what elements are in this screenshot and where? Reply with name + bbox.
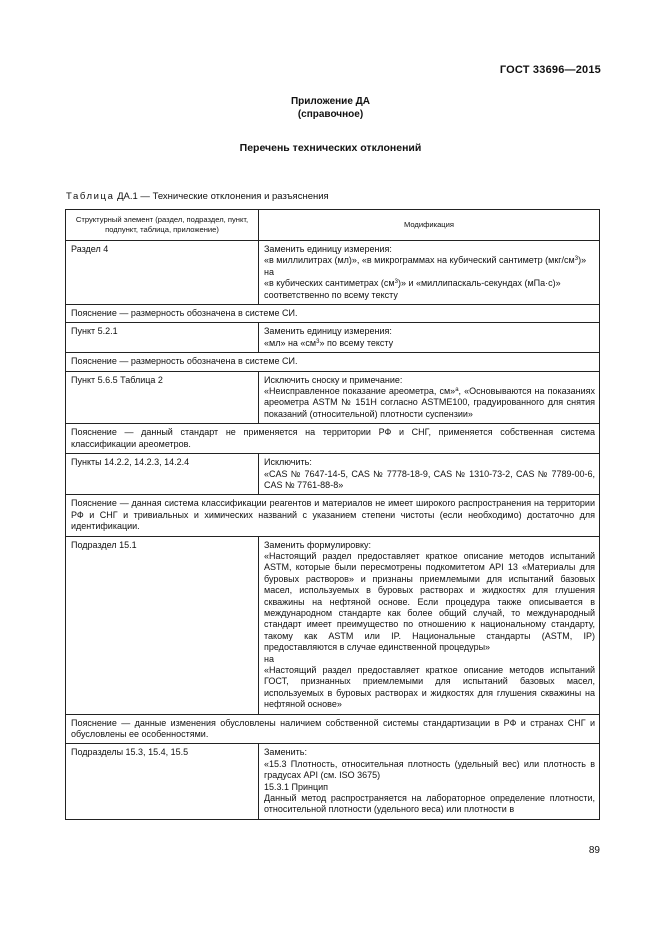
modification-line	[264, 255, 595, 266]
modification-line	[264, 338, 595, 349]
deviations-table	[65, 209, 600, 820]
explanation-cell: Пояснение — размерность обозначена в системе СИ.	[66, 305, 600, 323]
text-span: , «Основываются на показаниях ареометра ASTM № 151H согласно ASTME100, градуированного для снятия показаний (относительной) плотности суспензии»	[264, 386, 595, 419]
table-row	[66, 371, 600, 424]
text-span: «в миллилитрах (мл)», «в микрограммах на кубический сантиметр (мкг/см	[264, 255, 575, 266]
page-number: 89	[588, 845, 600, 856]
header-structural-element: Структурный элемент (раздел, подраздел, пункт, подпункт, таблица, приложение)	[66, 210, 259, 241]
modification-line: «15.3 Плотность, относительная плотность (удельный вес) или плотность в градусах API (см. ISO 3675)	[264, 758, 595, 781]
modification-cell	[259, 323, 600, 353]
annex-title: Приложение ДА	[290, 96, 371, 107]
table-row	[66, 323, 600, 353]
explanation-cell: Пояснение — данный стандарт не применяется на территории РФ и СНГ, применяется собственная система классификации ареометров.	[66, 424, 600, 454]
explanation-cell: Пояснение — размерность обозначена в системе СИ.	[66, 353, 600, 371]
modification-cell	[259, 536, 600, 714]
table-caption	[66, 191, 329, 202]
element-cell: Пункт 5.2.1	[66, 323, 259, 353]
modification-line	[264, 386, 595, 420]
modification-line: Исключить сноску и примечание:	[264, 374, 403, 385]
explanation-row	[66, 495, 600, 536]
explanation-cell: Пояснение — данные изменения обусловлены наличием собственной системы стандартизации в РФ и странах СНГ и обусловлены ее особенностями.	[66, 714, 600, 744]
modification-line: Исключить:	[264, 457, 312, 468]
text-span: «мл» на «см	[264, 337, 317, 348]
table-row	[66, 744, 600, 819]
superscript: 3	[316, 338, 320, 345]
modification-cell	[259, 371, 600, 424]
text-span: » по всему тексту	[319, 337, 394, 348]
modification-line: Заменить формулировку:	[264, 539, 372, 550]
text-span: «в кубических сантиметрах (см	[264, 278, 395, 289]
table-caption-text: ДА.1 — Технические отклонения и разъяснения	[114, 191, 329, 202]
modification-line: Данный метод распространяется на лабораторное определение плотности, относительной плотности (удельного веса) или плотности в	[264, 793, 595, 815]
explanation-row	[66, 714, 600, 744]
element-cell: Подраздел 15.1	[66, 536, 259, 714]
element-cell: Пункты 14.2.2, 14.2.3, 14.2.4	[66, 454, 259, 495]
explanation-row	[66, 305, 600, 323]
modification-line: Заменить:	[264, 747, 307, 758]
explanation-row	[66, 353, 600, 371]
annex-subtitle: (справочное)	[297, 109, 364, 120]
table-row	[66, 241, 600, 305]
table-caption-label: Таблица	[66, 191, 115, 202]
table-header-row	[66, 210, 600, 241]
modification-line: соответственно по всему тексту	[264, 289, 398, 300]
modification-cell	[259, 241, 600, 305]
superscript: 3	[574, 256, 579, 263]
modification-cell	[259, 454, 600, 495]
page-title: Перечень технических отклонений	[239, 142, 422, 154]
text-span: )»	[578, 255, 587, 266]
explanation-row	[66, 424, 600, 454]
table-row	[66, 536, 600, 714]
annex-heading	[0, 95, 661, 121]
modification-line: «Настоящий раздел предоставляет краткое описание методов испытаний ГОСТ, признанных приемлемыми для испытаний базовых масел, используемых в буровых растворах и жидкостях для глушения скважины на нефтяной основе»	[264, 665, 595, 710]
modification-line: Заменить единицу измерения:	[264, 244, 392, 254]
modification-line	[264, 278, 595, 289]
header-modification: Модификация	[259, 210, 600, 241]
modification-line: на	[264, 266, 274, 277]
modification-line: «Настоящий раздел предоставляет краткое описание методов испытаний ASTM, которые были пересмотрены подкомитетом API 13 «Материалы для буровых растворов» и признаны приемлемыми для испытаний базовых масел, используемых в буровых растворах и жидкостях для глушения скважины на нефтяной основе. Если процедура также описывается в международном стандарте как более общий случай, то международный стандарт имеет преимущество по отношению к национальному стандарту, такому как ASTM или IP. Национальные стандарты (ASTM, IP) предоставляются в случае единственной процедуры»	[264, 550, 595, 653]
superscript: а	[455, 387, 459, 394]
modification-line: на	[264, 653, 274, 664]
modification-line: 15.3.1 Принцип	[264, 781, 329, 792]
modification-cell	[259, 744, 600, 819]
table-row	[66, 454, 600, 495]
modification-line: «CAS № 7647-14-5, CAS № 7778-18-9, CAS № 1310-73-2, CAS № 7789-00-6, CAS № 7761-88-8»	[264, 468, 595, 490]
element-cell: Раздел 4	[66, 241, 259, 305]
superscript: 3	[394, 279, 398, 286]
text-span: «Неисправленное показание ареометра, см»	[264, 386, 456, 397]
element-cell: Пункт 5.6.5 Таблица 2	[66, 371, 259, 424]
text-span: )» и «миллипаскаль-секундах (мПа·с)»	[397, 278, 561, 289]
standard-number: ГОСТ 33696—2015	[499, 64, 601, 76]
modification-line: Заменить единицу измерения:	[264, 326, 392, 337]
explanation-cell: Пояснение — данная система классификации реагентов и материалов не имеет широкого распространения на территории РФ и СНГ и тривиальных и химических названий с указанием степени чистоты (если необходимо) достаточно для идентификации.	[66, 495, 600, 536]
element-cell: Подразделы 15.3, 15.4, 15.5	[66, 744, 259, 819]
